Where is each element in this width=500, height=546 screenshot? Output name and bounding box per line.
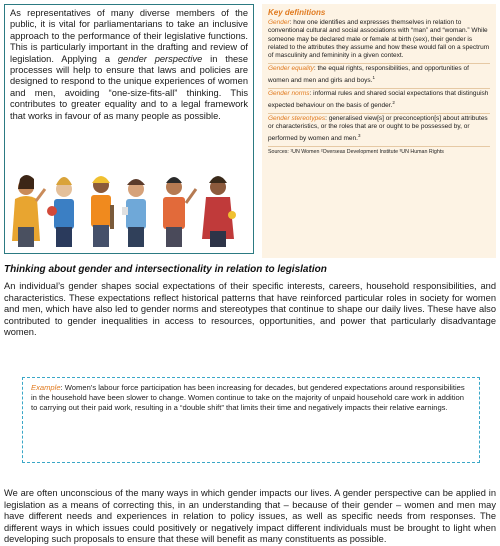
definition-ref: 2 xyxy=(392,99,395,105)
example-text: : Women’s labour force participation has been increasing for decades, but gendered expectations around responsibilities in the household have been slower to change. Women continue to take on the majority of unpaid household care work in addition to carrying out their paid work, resulting in a “double shift” that limits their time and negatively impacts their relative earnings. xyxy=(31,383,465,412)
definition-item xyxy=(268,90,490,114)
intro-text-part-1: As representatives of many diverse members of the public, it is vital for parliamentarians to take an inclusive approach to the performance of their legislative functions. This is particularly important in the drafting and review of legislation. Applying a xyxy=(10,8,248,64)
person-figure xyxy=(163,177,196,247)
example-box xyxy=(22,377,480,463)
person-figure xyxy=(47,177,74,247)
sources-note: Sources: ¹UN Women ²Overseas Development Institute ³UN Human Rights xyxy=(268,149,444,156)
definition-text: : informal rules and shared social expectations that distinguish expected behaviour on the basis of gender. xyxy=(268,90,489,109)
definition-item xyxy=(268,115,490,147)
diverse-people-illustration xyxy=(6,165,244,249)
definition-text: : how one identifies and expresses themselves in relation to conventional cultural and social associations with “man” and “woman.” While someone may be declared male or female at birth (sex), their gender is related to the attributes they assume and how these would fall on a spectrum of masculinity and femininity in a given context. xyxy=(268,19,490,60)
definition-text: : generalised view[s] or preconception[s] about attributes or characteristics, or the roles that are or ought to be possessed by, or performed by women and men. xyxy=(268,114,488,142)
section-title: Thinking about gender and intersectionality in relation to legislation xyxy=(4,264,327,275)
definition-term: Gender xyxy=(268,19,290,26)
definition-ref: 1 xyxy=(372,74,375,80)
section-paragraph-1: An individual’s gender shapes social expectations of their specific interests, careers, household responsibilities, and characteristics. These expectations reflect historical patterns that have reinforced particular roles in society for women and men, which have also led to gender norms and stereotypes that continue to shape our daily lives. These have also contributed to gender inequalities in access to resources, opportunities, and power that particularly disadvantage women. xyxy=(4,281,496,338)
intro-paragraph xyxy=(10,8,248,122)
key-definitions-box xyxy=(262,4,496,258)
person-figure xyxy=(202,176,236,247)
definition-text: : the equal rights, responsibilities, and opportunities of women and men and girls and boys. xyxy=(268,65,469,84)
key-definitions-title: Key definitions xyxy=(268,8,326,17)
person-figure xyxy=(12,175,45,247)
person-figure xyxy=(122,179,146,247)
definition-item xyxy=(268,19,490,64)
intro-emphasis: gender perspective xyxy=(117,53,203,64)
definition-term: Gender stereotypes xyxy=(268,114,326,122)
definition-ref: 3 xyxy=(357,132,361,138)
example-label: Example xyxy=(31,383,61,392)
definition-item xyxy=(268,65,490,89)
section-paragraph-2: We are often unconscious of the many ways in which gender impacts our lives. A gender perspective can be applied in legislation as a means of correcting this, in an understanding that – because of their gender – women and men may have different needs and experiences in relation to policy issues, as well as specific needs from responses. The different ways in which issues could positively or negatively impact different individuals must be brought to light when developing such proposals to ensure that these will benefit as many constituents as possible. xyxy=(4,488,496,545)
intro-text-part-2: in these processes will help to ensure that laws and policies are designed to respond to the unique experiences of women and men, avoiding “one-size-fits-all” thinking. This contributes to greater equality and to a legal framework that works in favour of as many people as possible. xyxy=(10,53,248,121)
definition-term: Gender equality xyxy=(268,65,314,73)
person-figure xyxy=(91,176,114,247)
definition-term: Gender norms xyxy=(268,90,310,98)
